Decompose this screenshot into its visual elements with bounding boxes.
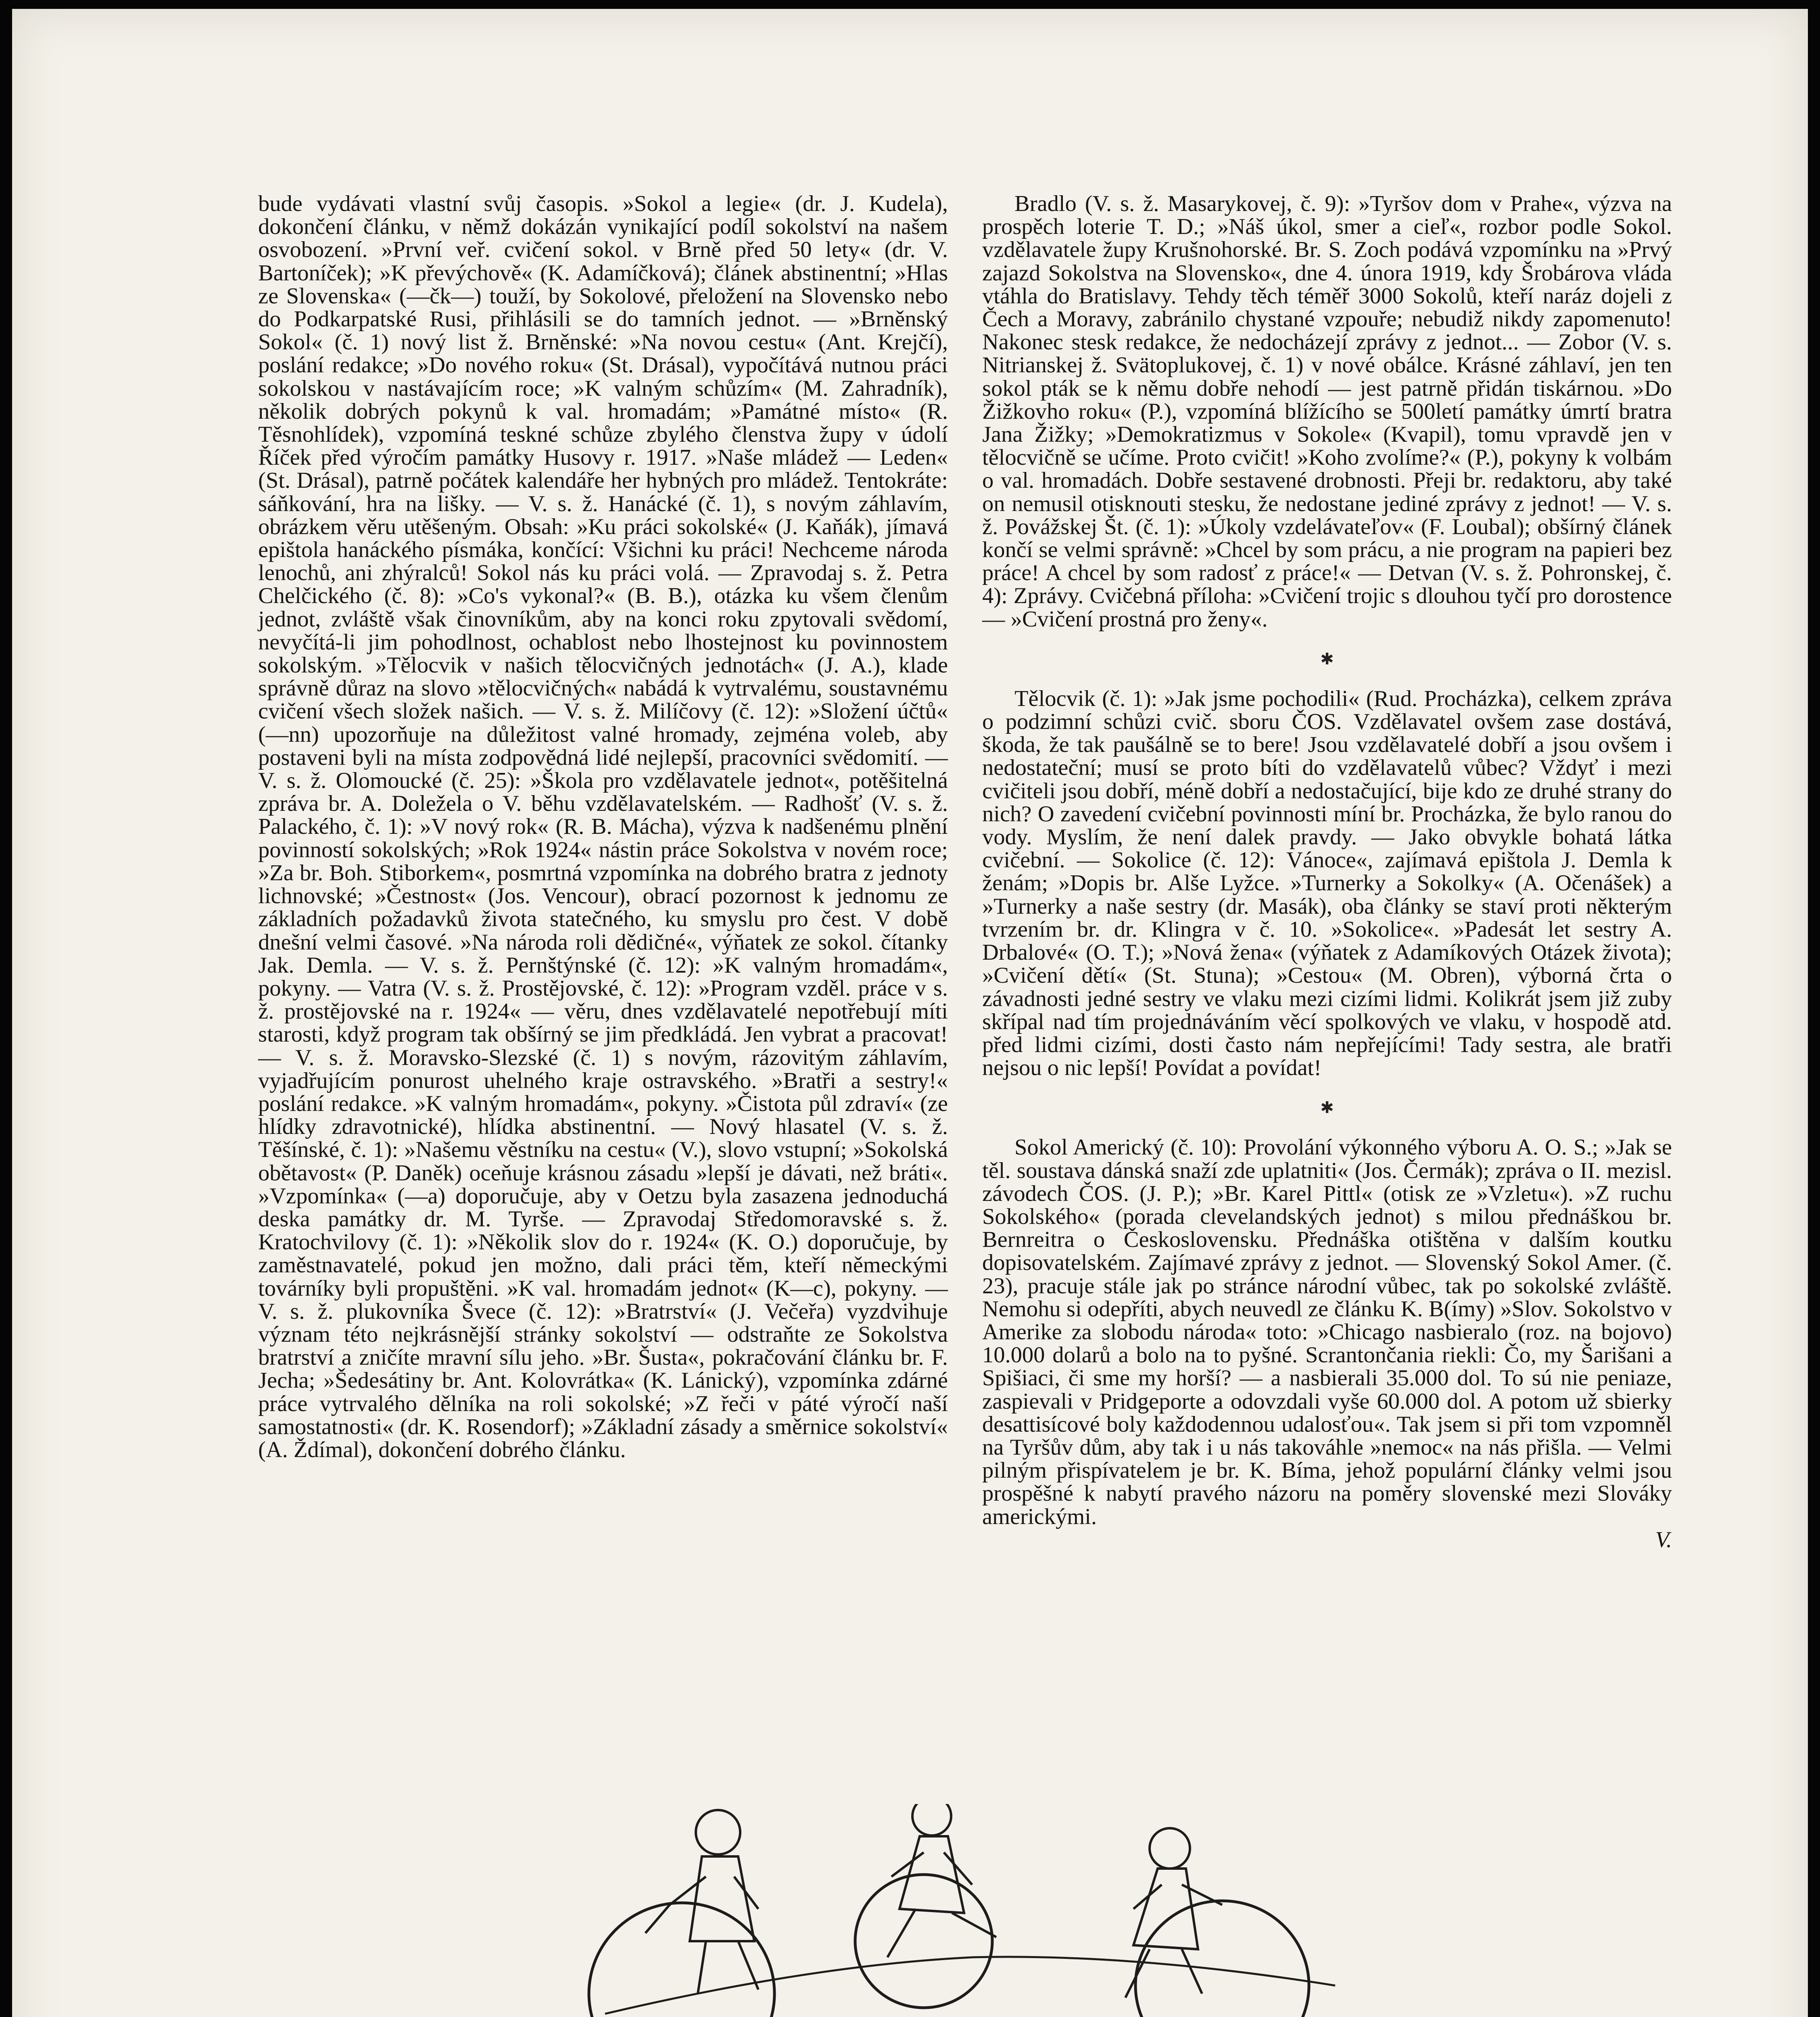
section-separator-star: ✱ bbox=[1320, 649, 1334, 668]
right-text-column bbox=[982, 192, 1672, 1551]
author-signature: V. bbox=[1655, 1527, 1672, 1552]
magazine-page bbox=[12, 9, 1808, 2017]
girls-with-hoops-illustration bbox=[569, 1804, 1355, 2017]
left-text-column bbox=[258, 192, 948, 1462]
section-separator-star: ✱ bbox=[1320, 1098, 1334, 1117]
bradlo-review: Bradlo (V. s. ž. Masarykovej, č. 9): »Tyršov dom v Prahe«, výzva na prospěch loterie T. D.; »Náš úkol, smer a cieľ«, rozbor podle Sokol. vzdělavatele župy Krušnohorské. Br. S. Zoch podává vzpomínku na »Prvý zajazd Sokolstva na Slovensko«, dne 4. února 1919, kdy Šrobárova vláda vtáhla do Bratislavy. Tehdy těch téměř 3000 Sokolů, kteří naráz dojeli z Čech a Moravy, zabránilo chystané vzpouře; nebudiž nikdy zapomenuto! Nakonec stesk redakce, že nedocházejí zprávy z jednot... — Zobor (V. s. Nitrianskej ž. Svätoplukovej, č. 1) v nové obálce. Krásné záhlaví, jen ten sokol pták se k němu dobře nehodí — jest patrně přidán tiskárnou. »Do Žižkovho roku« (P.), vzpomíná blížícího se 500letí památky úmrtí bratra Jana Žižky; »Demokratizmus v Sokole« (Kvapil), tomu vpravdě jen v tělocvičně se učíme. Proto cvičit! »Koho zvolíme?« (P.), pokyny k volbám o val. hromadách. Dobře sestavené drobnosti. Přeji br. redaktoru, aby také on nemusil otisknouti stesku, že nedostane jediné zprávy z jednot! — V. s. ž. Povážskej Št. (č. 1): »Úkoly vzdelávateľov« (F. Loubal); obšírný článek končí se velmi správně: »Chcel by som prácu, a nie program na papieri bez práce! A chcel by som radosť z práce!« — Detvan (V. s. ž. Pohronskej, č. 4): Zprávy. Cvičebná příloha: »Cvičení trojic s dlouhou tyčí pro dorostence — »Cvičení prostná pro ženy«. bbox=[982, 191, 1672, 632]
telocvik-review: Tělocvik (č. 1): »Jak jsme pochodili« (Rud. Procházka), celkem zpráva o podzimní schůzi cvič. sboru ČOS. Vzdělavatel ovšem zase dostává, škoda, že tak paušálně se to bere! Jsou vzdělavatelé dobří a jsou ovšem i nedostateční; musí se proto bíti do vzdělavatelů vůbec? Vždyť i mezi cvičiteli jsou dobří, méně dobří a nedostačující, bije kdo ze druhé strany do nich? O zavedení cvičební povinnosti míní br. Procházka, že bylo ranou do vody. Myslím, že není dalek pravdy. — Jako obvykle bohatá látka cvičební. — Sokolice (č. 12): Vánoce«, zajímavá epištola J. Demla k ženám; »Dopis br. Alše Lyžce. »Turnerky a Sokolky« (A. Očenášek) a »Turnerky a naše sestry (dr. Masák), oba články se staví proti některým tvrzením br. dr. Klingra v č. 10. »Sokolice«. »Padesát let sestry A. Drbalové« (O. T.); »Nová žena« (výňatek z Adamíkových Otázek života); »Cvičení dětí« (St. Stuna); »Cestou« (M. Obren), výborná črta o závadnosti jedné sestry ve vlaku mezi cizími lidmi. Kolikrát jsem již zuby skřípal nad tím projednáváním věcí spolkových ve vlaku, v hospodě atd. před lidmi cizími, dosti často nám nepřejícími! Tady sestra, ale bratři nejsou o nic lepší! Povídat a povídat! bbox=[982, 686, 1672, 1081]
left-column-text: bude vydávati vlastní svůj časopis. »Sokol a legie« (dr. J. Kudela), dokončení článku, v němž dokázán vynikající podíl sokolství na našem osvobození. »První veř. cvičení sokol. v Brně před 50 lety« (dr. V. Bartoníček); »K převýchově« (K. Adamíčková); článek abstinentní; »Hlas ze Slovenska« (—čk—) touží, by Sokolové, přeložení na Slovensko nebo do Podkarpatské Rusi, přihlásili se do tamních jednot. — »Brněnský Sokol« (č. 1) nový list ž. Brněnské: »Na novou cestu« (Ant. Krejčí), poslání redakce; »Do nového roku« (St. Drásal), vypočítává nutnou práci sokolskou v nastávajícím roce; »K valným schůzím« (M. Zahradník), několik dobrých pokynů k val. hromadám; »Památné místo« (R. Těsnohlídek), vzpomíná teskné schůze zbylého členstva župy v údolí Říček před výročím památky Husovy r. 1917. »Naše mládež — Leden« (St. Drásal), patrně počátek kalendáře her hybných pro mládež. Tentokráte: sáňkování, hra na lišky. — V. s. ž. Hanácké (č. 1), s novým záhlavím, obrázkem věru utěšeným. Obsah: »Ku práci sokolské« (J. Kaňák), jímavá epištola hanáckého písmáka, končící: Všichni ku práci! Nechceme národa lenochů, ani zhýralců! Sokol nás ku práci volá. — Zpravodaj s. ž. Petra Chelčického (č. 8): »Co's vykonal?« (B. B.), otázka ku všem členům jednot, zvláště však činovníkům, aby na konci roku zpytovali svědomí, nevyčítá-li jim pohodlnost, ochablost nebo lhostejnost ku povinnostem sokolským. »Tělocvik v našich tělocvičných jednotách« (J. A.), klade správně důraz na slovo »tělocvičných« nabádá k vytrvalému, soustavnému cvičení všech složek našich. — V. s. ž. Milíčovy (č. 12): »Složení účtů« (—nn) upozorňuje na důležitost valné hromady, zejména voleb, aby postaveni byli na místa zodpovědná lidé nejlepší, pracovníci svědomití. — V. s. ž. Olomoucké (č. 25): »Škola pro vzdělavatele jednot«, potěšitelná zpráva br. A. Doležela o V. běhu vzdělavatelském. — Radhošť (V. s. ž. Palackého, č. 1): »V nový rok« (R. B. Mácha), výzva k nadšenému plnění povinností sokolských; »Rok 1924« nástin práce Sokolstva v novém roce; »Za br. Boh. Stiborkem«, posmrtná vzpomínka na dobrého bratra z jednoty lichnovské; »Čestnost« (Jos. Vencour), obrací pozornost k jednomu ze základních požadavků života statečného, ku smyslu pro čest. V době dnešní velmi časové. »Na národa roli dědičné«, výňatek ze sokol. čítanky Jak. Demla. — V. s. ž. Pernštýnské (č. 12): »K valným hromadám«, pokyny. — Vatra (V. s. ž. Prostějovské, č. 12): »Program vzděl. práce v s. ž. prostějovské na r. 1924« — věru, dnes vzdělavatelé nepotřebují míti starosti, když program tak obšírný se jim předkládá. Jen vybrat a pracovat! — V. s. ž. Moravsko-Slezské (č. 1) s novým, rázovitým záhlavím, vyjadřujícím ponurost uhelného kraje ostravského. »Bratři a sestry!« poslání redakce. »K valným hromadám«, pokyny. »Čistota půl zdraví« (ze hlídky zdravotnické), hlídka abstinentní. — Nový hlasatel (V. s. ž. Těšínské, č. 1): »Našemu věstníku na cestu« (V.), slovo vstupní; »Sokolská obětavost« (P. Daněk) oceňuje krásnou zásadu »lepší je dávati, než bráti«. »Vzpomínka« (—a) doporučuje, aby v Oetzu byla zasazena jednoduchá deska památky dr. M. Tyrše. — Zpravodaj Středomoravské s. ž. Kratochvilovy (č. 1): »Několik slov do r. 1924« (K. O.) doporučuje, by zaměstnavatelé, pokud jen možno, dali práci těm, kteří německými továrníky byli propuštěni. »K val. hromadám jednot« (K—c), pokyny. — V. s. ž. plukovníka Švece (č. 12): »Bratrství« (J. Večeřa) vyzdvihuje význam této nejkrásnější stránky sokolství — odstraňte ze Sokolstva bratrství a zničíte mravní sílu jeho. »Br. Šusta«, pokračování článku br. F. Jecha; »Šedesátiny br. Ant. Kolovrátka« (K. Lánický), vzpomínka zdárné práce vytrvalého dělníka na roli sokolské; »Z řeči v páté výročí naší samostatnosti« (dr. K. Rosendorf); »Základní zásady a směrnice sokolství« (A. Ždímal), dokončení dobrého článku. bbox=[258, 191, 948, 1462]
sokol-americky-review: Sokol Americký (č. 10): Provolání výkonného výboru A. O. S.; »Jak se těl. soustava dánská snaží zde uplatniti« (Jos. Čermák); zpráva o II. mezisl. závodech ČOS. (J. P.); »Br. Karel Pittl« (otisk ze »Vzletu«). »Z ruchu Sokolského« (porada clevelandských jednot) s milou přednáškou br. Bernreitra o Československu. Přednáška otištěna v dalším koutku dopisovatelském. Zajímavé zprávy z jednot. — Slovenský Sokol Amer. (č. 23), pracuje stále jak po stránce národní vůbec, tak po sokolské zvláště. Nemohu si odepříti, abych neuvedl ze článku K. B(ímy) »Slov. Sokolstvo v Amerike za slobodu národa« toto: »Chicago nasbieralo (roz. na bojovo) 10.000 dolarů a bolo na to pyšné. Scrantončania riekli: Čo, my Šarišani a Spišiaci, či sme my horší? — a nasbierali 35.000 dol. To sú nie peniaze, zaspievali v Pridgeporte a odovzdali vyše 60.000 dol. A potom už sbierky desattisícové boly každodennou udalosťou«. Tak jsem si při tom vzpomněl na Tyršův dům, aby tak i u nás takováhle »nemoc« na nás přišla. — Velmi pilným přispívatelem je br. K. Bíma, jehož populární články velmi jsou prospěšné k nabytí pravého názoru na poměry slovenské mezi Slováky americkými. bbox=[982, 1135, 1672, 1529]
